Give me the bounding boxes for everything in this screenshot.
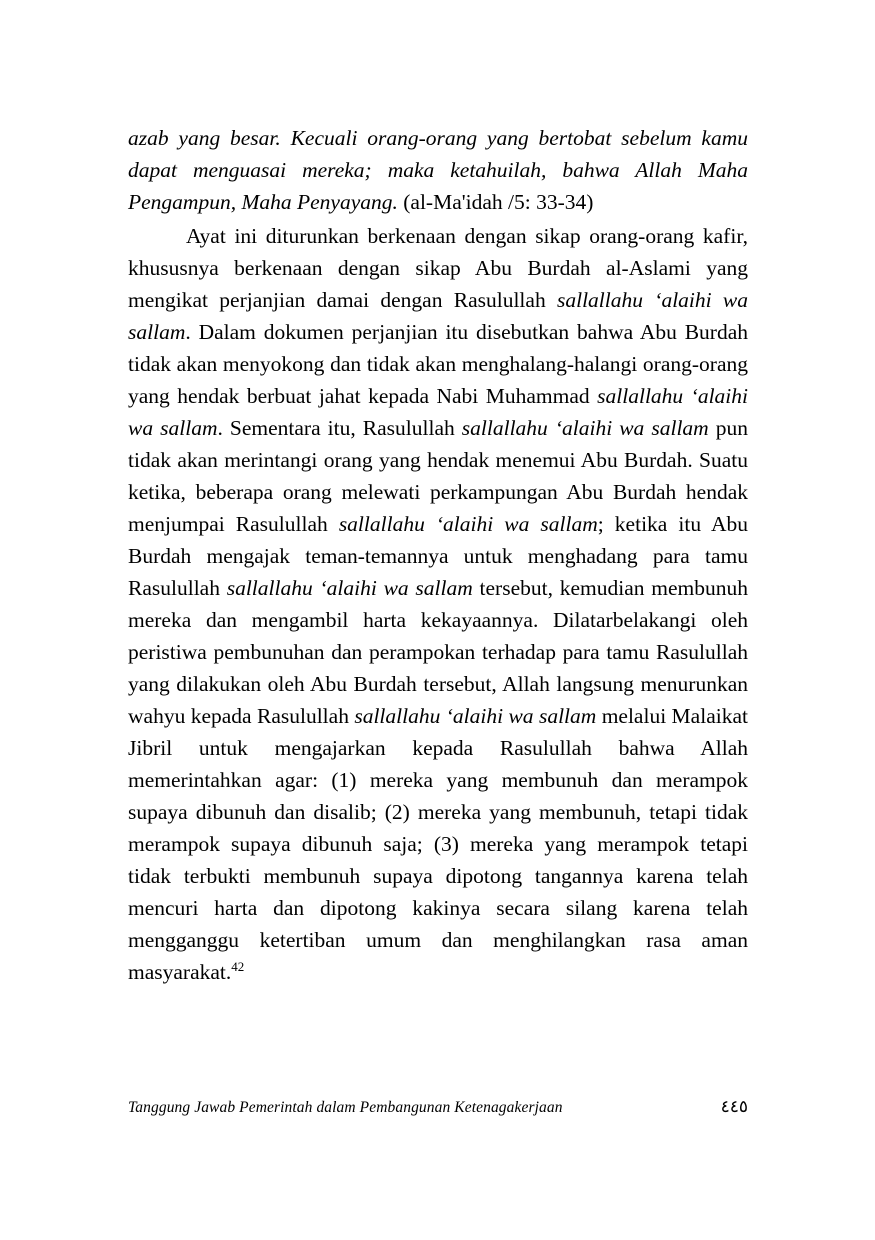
quote-reference: (al-Ma'idah /5: 33-34) xyxy=(397,190,594,214)
arabic-phrase-2: sallallahu ‘alaihi wa sallam xyxy=(128,384,749,440)
arabic-phrase-5: sallallahu ‘alaihi wa sallam xyxy=(226,576,473,600)
body-segment-2: . Dalam dokumen perjanjian itu disebutkan bahwa Abu Burdah tidak akan menyokong dan tidak akan menghalang-halangi orang-orang yang hendak berbuat jahat kepada Nabi Muhammad xyxy=(128,320,748,408)
body-segment-3: . Sementara itu, Rasulullah xyxy=(217,416,462,440)
page-footer xyxy=(128,1097,748,1117)
footnote-marker: 42 xyxy=(231,958,245,974)
body-segment-7: melalui Malaikat Jibril untuk mengajarkan kepada Rasulullah bahwa Allah memerintahkan agar: (1) mereka yang membunuh dan merampok supaya dibunuh dan disalib; (2) mereka yang membunuh, tetapi tidak merampok supaya dibunuh saja; (3) mereka yang merampok tetapi tidak terbukti membunuh supaya dipotong tangannya karena telah mencuri harta dan dipotong kakinya secara silang karena telah mengganggu ketertiban umum dan menghilangkan rasa aman masyarakat. xyxy=(128,704,748,984)
footer-page-number: ٤٤٥ xyxy=(720,1097,748,1116)
body-segment-6: tersebut, kemudian membunuh mereka dan mengambil harta kekayaannya. Dilatarbelakangi oleh peristiwa pembunuhan dan perampokan terhadap para tamu Rasulullah yang dilakukan oleh Abu Burdah tersebut, Allah langsung menurunkan wahyu kepada Rasulullah xyxy=(128,576,748,728)
quote-paragraph xyxy=(128,122,748,218)
arabic-phrase-1: sallallahu ‘alaihi wa sallam xyxy=(128,288,748,344)
page-content xyxy=(128,122,748,988)
footer-running-title: Tanggung Jawab Pemerintah dalam Pembangunan Ketenagakerjaan xyxy=(128,1099,563,1116)
arabic-phrase-3: sallallahu ‘alaihi wa sallam xyxy=(461,416,709,440)
body-paragraph xyxy=(128,220,748,988)
quote-italic-text: azab yang besar. Kecuali orang-orang yang bertobat sebelum kamu dapat menguasai mereka; maka ketahuilah, bahwa Allah Maha Pengampun, Maha Penyayang. xyxy=(128,126,748,214)
body-segment-1: Ayat ini diturunkan berkenaan dengan sikap orang-orang kafir, khususnya berkenaan dengan sikap Abu Burdah al-Aslami yang mengikat perjanjian damai dengan Rasulullah xyxy=(128,224,748,312)
arabic-phrase-6: sallallahu ‘alaihi wa sallam xyxy=(354,704,597,728)
body-segment-5: ; ketika itu Abu Burdah mengajak teman-temannya untuk menghadang para tamu Rasulullah xyxy=(128,512,748,600)
body-segment-4: pun tidak akan merintangi orang yang hendak menemui Abu Burdah. Suatu ketika, beberapa orang melewati perkampungan Abu Burdah hendak menjumpai Rasulullah xyxy=(128,416,748,536)
arabic-phrase-4: sallallahu ‘alaihi wa sallam xyxy=(338,512,598,536)
